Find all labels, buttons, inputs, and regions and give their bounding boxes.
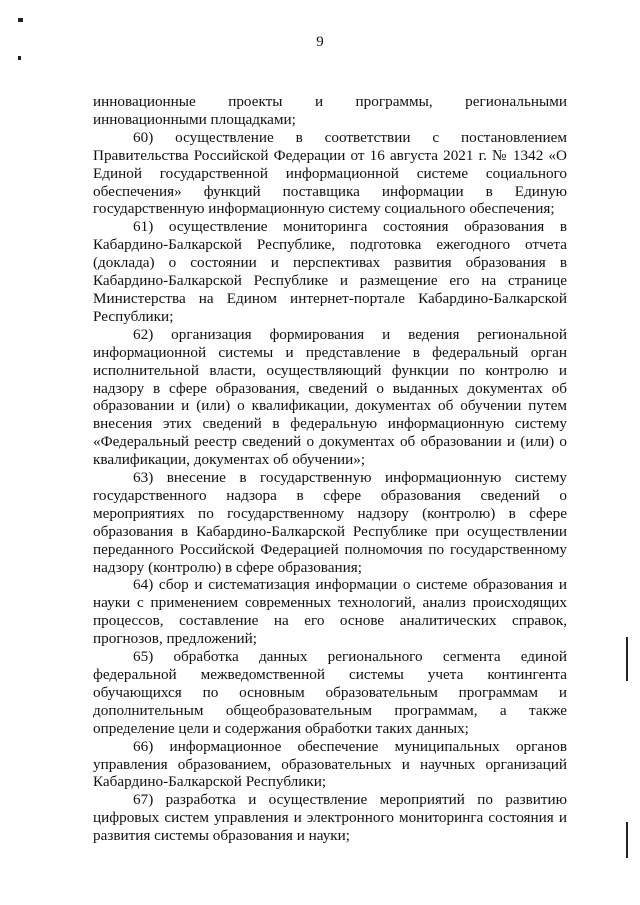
paragraph-item-63: 63) внесение в государственную информационную систему государственного надзора в сфере образования сведений о мероприятиях по государственному надзору (контролю) в сфере образования в Кабардино-Балкарской Республике при осуществлении переданного Российской Федерацией полномочия по государственному надзору (контролю) в сфере образования; [93,469,567,576]
paragraph-item-60: 60) осуществление в соответствии с постановлением Правительства Российской Федерации от 16 августа 2021 г. № 1342 «О Единой государственной информационной системе социального обеспечения» функций поставщика информации в Единую государственную информационную систему социального обеспечения; [93,128,567,218]
scan-artifact-mark [18,56,21,60]
paragraph-item-61: 61) осуществление мониторинга состояния образования в Кабардино-Балкарской Республике, подготовка ежегодного отчета (доклада) о состоянии и перспективах развития образования в Кабардино-Балкарской Республике и размещение его на странице Министерства на Едином интернет-портале Кабардино-Балкарской Республики; [93,218,567,325]
paragraph-continuation: инновационные проекты и программы, региональными инновационными площадками; [93,93,567,128]
scan-artifact-mark [18,18,23,22]
paragraph-item-62: 62) организация формирования и ведения региональной информационной системы и представление в федеральный орган исполнительной власти, осуществляющий функции по контролю и надзору в сфере образования, сведений о выданных документах об образовании и (или) о квалификации, документах об обучении путем внесения этих сведений в федеральную информационную систему «Федеральный реестр сведений о документах об образовании и (или) о квалификации, документах об обучении»; [93,325,567,469]
paragraph-item-66: 66) информационное обеспечение муниципальных органов управления образованием, образовательных и научных организаций Кабардино-Балкарской Республики; [93,737,567,791]
paragraph-item-67: 67) разработка и осуществление мероприятий по развитию цифровых систем управления и электронного мониторинга состояния и развития системы образования и науки; [93,791,567,845]
page-number: 9 [316,34,324,50]
document-body [93,93,567,845]
paragraph-item-65: 65) обработка данных регионального сегмента единой федеральной межведомственной системы учета контингента обучающихся по основным образовательным программам и дополнительным общеобразовательным программам, а также определение цели и содержания обработки таких данных; [93,648,567,737]
paragraph-item-64: 64) сбор и систематизация информации о системе образования и науки с применением современных технологий, анализ происходящих процессов, составление на его основе аналитических справок, прогнозов, предложений; [93,576,567,648]
scan-artifact-mark [626,637,628,681]
scan-artifact-mark [626,822,628,858]
